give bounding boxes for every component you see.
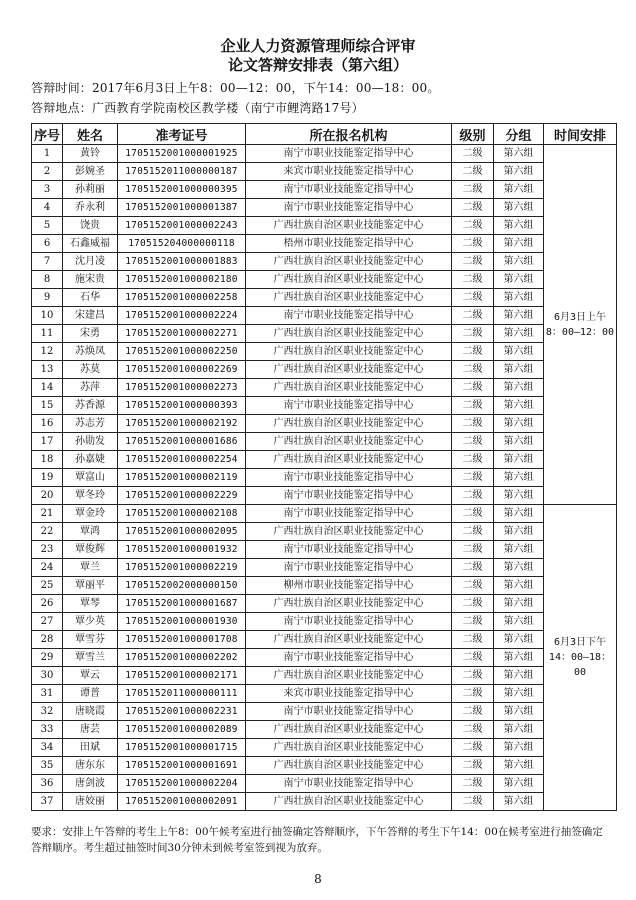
row-exam-id: 170515200100000192​5 — [118, 145, 246, 163]
row-seq: 10 — [32, 307, 63, 325]
row-name: 唐晓霞 — [63, 703, 118, 721]
row-group: 第六组 — [494, 757, 544, 775]
row-level: 二级 — [452, 235, 494, 253]
table-row — [32, 559, 617, 577]
row-group: 第六组 — [494, 613, 544, 631]
document-title: 企业人力资源管理师综合评审 — [220, 37, 416, 55]
row-name: 覃富山 — [63, 469, 118, 487]
row-group: 第六组 — [494, 253, 544, 271]
row-institution: 广西壮族自治区职业技能鉴定中心 — [246, 361, 452, 379]
row-exam-id: 1705152001000002091 — [118, 793, 246, 811]
row-seq: 13 — [32, 361, 63, 379]
row-seq: 28 — [32, 631, 63, 649]
requirements-note: 要求：安排上午答辩的考生上午8：00午候考室进行抽签确定答辩顺序，下午答辩的考生下午14：00在候考室进行抽签确定答辩顺序。考生超过抽签时间30分钟未到候考室签到视为放弃。 — [31, 826, 603, 854]
row-name: 覃云 — [63, 667, 118, 685]
row-exam-id: 1705152001000002108 — [118, 505, 246, 523]
row-group: 第六组 — [494, 703, 544, 721]
row-group: 第六组 — [494, 775, 544, 793]
table-row — [32, 793, 617, 811]
row-name: 覃鸿 — [63, 523, 118, 541]
row-level: 二级 — [452, 397, 494, 415]
table-row — [32, 523, 617, 541]
row-exam-id: 1705152001000001691 — [118, 757, 246, 775]
row-exam-id: 1705152001000002250 — [118, 343, 246, 361]
col-header-institution: 所在报名机构 — [246, 124, 452, 145]
document-subtitle: 论文答辩安排表（第六组） — [227, 56, 408, 74]
row-seq: 14 — [32, 379, 63, 397]
row-group: 第六组 — [494, 217, 544, 235]
row-name: 苏莫 — [63, 361, 118, 379]
table-row — [32, 433, 617, 451]
row-institution: 广西壮族自治区职业技能鉴定中心 — [246, 721, 452, 739]
row-institution: 南宁市职业技能鉴定指导中心 — [246, 775, 452, 793]
table-row — [32, 775, 617, 793]
row-level: 二级 — [452, 649, 494, 667]
table-row — [32, 667, 617, 685]
row-institution: 南宁市职业技能鉴定指导中心 — [246, 649, 452, 667]
row-name: 覃雪兰 — [63, 649, 118, 667]
row-name: 施宋贵 — [63, 271, 118, 289]
table-row — [32, 307, 617, 325]
row-level: 二级 — [452, 505, 494, 523]
row-group: 第六组 — [494, 145, 544, 163]
row-exam-id: 1705152001000002204 — [118, 775, 246, 793]
row-seq: 17 — [32, 433, 63, 451]
row-exam-id: 1705152001000002119 — [118, 469, 246, 487]
row-institution: 广西壮族自治区职业技能鉴定中心 — [246, 271, 452, 289]
row-group: 第六组 — [494, 235, 544, 253]
row-level: 二级 — [452, 325, 494, 343]
row-exam-id: 1705152001000002229 — [118, 487, 246, 505]
row-level: 二级 — [452, 541, 494, 559]
row-level: 二级 — [452, 703, 494, 721]
row-institution: 广西壮族自治区职业技能鉴定中心 — [246, 253, 452, 271]
row-seq: 26 — [32, 595, 63, 613]
row-name: 石华 — [63, 289, 118, 307]
row-seq: 34 — [32, 739, 63, 757]
row-group: 第六组 — [494, 739, 544, 757]
row-institution: 广西壮族自治区职业技能鉴定中心 — [246, 667, 452, 685]
row-seq: 29 — [32, 649, 63, 667]
row-exam-id: 1705152001000002171 — [118, 667, 246, 685]
row-seq: 1 — [32, 145, 63, 163]
row-institution: 广西壮族自治区职业技能鉴定中心 — [246, 379, 452, 397]
table-row — [32, 451, 617, 469]
table-row — [32, 379, 617, 397]
row-level: 二级 — [452, 685, 494, 703]
row-institution: 广西壮族自治区职业技能鉴定中心 — [246, 793, 452, 811]
row-institution: 广西壮族自治区职业技能鉴定中心 — [246, 595, 452, 613]
table-row — [32, 361, 617, 379]
row-group: 第六组 — [494, 631, 544, 649]
row-exam-id: 1705152001000001883 — [118, 253, 246, 271]
row-group: 第六组 — [494, 595, 544, 613]
row-institution: 南宁市职业技能鉴定指导中心 — [246, 613, 452, 631]
row-group: 第六组 — [494, 649, 544, 667]
row-seq: 20 — [32, 487, 63, 505]
row-group: 第六组 — [494, 523, 544, 541]
row-institution: 广西壮族自治区职业技能鉴定中心 — [246, 415, 452, 433]
row-seq: 2 — [32, 163, 63, 181]
table-row — [32, 253, 617, 271]
table-row — [32, 631, 617, 649]
row-group: 第六组 — [494, 415, 544, 433]
table-row — [32, 289, 617, 307]
table-row — [32, 217, 617, 235]
row-name: 覃俊辉 — [63, 541, 118, 559]
row-seq: 12 — [32, 343, 63, 361]
row-level: 二级 — [452, 145, 494, 163]
table-row — [32, 145, 617, 163]
table-row — [32, 343, 617, 361]
row-seq: 32 — [32, 703, 63, 721]
row-name: 石鑫威福 — [63, 235, 118, 253]
row-seq: 30 — [32, 667, 63, 685]
table-row — [32, 181, 617, 199]
row-name: 苏志芳 — [63, 415, 118, 433]
row-name: 田斌 — [63, 739, 118, 757]
table-row — [32, 613, 617, 631]
row-exam-id: 1705152001000002258 — [118, 289, 246, 307]
page-number: 8 — [314, 872, 322, 886]
row-level: 二级 — [452, 289, 494, 307]
row-seq: 27 — [32, 613, 63, 631]
row-exam-id: 1705152001000000393 — [118, 397, 246, 415]
row-institution: 南宁市职业技能鉴定指导中心 — [246, 541, 452, 559]
row-exam-id: 1705152001000002271 — [118, 325, 246, 343]
row-seq: 31 — [32, 685, 63, 703]
row-name: 孙莉丽 — [63, 181, 118, 199]
row-name: 乔永利 — [63, 199, 118, 217]
row-level: 二级 — [452, 343, 494, 361]
row-institution: 来宾市职业技能鉴定指导中心 — [246, 685, 452, 703]
row-name: 孙勋发 — [63, 433, 118, 451]
row-level: 二级 — [452, 433, 494, 451]
table-row — [32, 199, 617, 217]
row-level: 二级 — [452, 451, 494, 469]
row-seq: 3 — [32, 181, 63, 199]
row-institution: 梧州市职业技能鉴定指导中心 — [246, 235, 452, 253]
row-group: 第六组 — [494, 325, 544, 343]
table-row — [32, 415, 617, 433]
table-row — [32, 685, 617, 703]
row-seq: 9 — [32, 289, 63, 307]
row-level: 二级 — [452, 523, 494, 541]
row-exam-id: 1705152011000000187 — [118, 163, 246, 181]
row-level: 二级 — [452, 217, 494, 235]
row-exam-id: 170515204000000118 — [118, 235, 246, 253]
row-group: 第六组 — [494, 397, 544, 415]
afternoon-time-cell: 6月3日下午 14：00—18：00 — [544, 505, 617, 811]
row-exam-id: 1705152001000001932 — [118, 541, 246, 559]
row-group: 第六组 — [494, 505, 544, 523]
row-name: 宋建昌 — [63, 307, 118, 325]
row-name: 谭普 — [63, 685, 118, 703]
row-name: 覃丽平 — [63, 577, 118, 595]
row-seq: 11 — [32, 325, 63, 343]
row-group: 第六组 — [494, 793, 544, 811]
row-institution: 南宁市职业技能鉴定指导中心 — [246, 487, 452, 505]
row-level: 二级 — [452, 379, 494, 397]
table-row — [32, 271, 617, 289]
row-exam-id: 1705152001000001708 — [118, 631, 246, 649]
row-group: 第六组 — [494, 361, 544, 379]
row-group: 第六组 — [494, 487, 544, 505]
row-group: 第六组 — [494, 685, 544, 703]
row-name: 覃兰 — [63, 559, 118, 577]
row-level: 二级 — [452, 667, 494, 685]
row-level: 二级 — [452, 793, 494, 811]
table-row — [32, 235, 617, 253]
row-group: 第六组 — [494, 577, 544, 595]
row-level: 二级 — [452, 739, 494, 757]
row-name: 覃金玲 — [63, 505, 118, 523]
row-exam-id: 1705152001000001387 — [118, 199, 246, 217]
row-level: 二级 — [452, 181, 494, 199]
row-name: 唐东东 — [63, 757, 118, 775]
row-seq: 33 — [32, 721, 63, 739]
table-row — [32, 595, 617, 613]
row-exam-id: 1705152001000002224 — [118, 307, 246, 325]
row-seq: 16 — [32, 415, 63, 433]
table-row — [32, 703, 617, 721]
schedule-table — [31, 123, 617, 811]
row-group: 第六组 — [494, 163, 544, 181]
row-level: 二级 — [452, 307, 494, 325]
table-row — [32, 739, 617, 757]
row-name: 彭婉圣 — [63, 163, 118, 181]
row-name: 唐姣丽 — [63, 793, 118, 811]
table-row — [32, 163, 617, 181]
row-seq: 19 — [32, 469, 63, 487]
row-name: 孙嘉婕 — [63, 451, 118, 469]
table-row — [32, 505, 617, 523]
table-row — [32, 721, 617, 739]
table-row — [32, 757, 617, 775]
row-name: 唐剑波 — [63, 775, 118, 793]
row-exam-id: 1705152001000002095 — [118, 523, 246, 541]
row-exam-id: 1705152001000002273 — [118, 379, 246, 397]
row-exam-id: 1705152002000000150 — [118, 577, 246, 595]
row-exam-id: 1705152001000001715 — [118, 739, 246, 757]
col-header-level: 级别 — [452, 124, 494, 145]
row-institution: 南宁市职业技能鉴定指导中心 — [246, 469, 452, 487]
row-level: 二级 — [452, 271, 494, 289]
row-seq: 6 — [32, 235, 63, 253]
row-level: 二级 — [452, 361, 494, 379]
row-group: 第六组 — [494, 541, 544, 559]
table-row — [32, 397, 617, 415]
table-row — [32, 487, 617, 505]
row-level: 二级 — [452, 577, 494, 595]
row-seq: 37 — [32, 793, 63, 811]
row-institution: 广西壮族自治区职业技能鉴定中心 — [246, 523, 452, 541]
row-exam-id: 1705152001000002243 — [118, 217, 246, 235]
col-header-group: 分组 — [494, 124, 544, 145]
row-level: 二级 — [452, 775, 494, 793]
row-institution: 南宁市职业技能鉴定指导中心 — [246, 181, 452, 199]
row-group: 第六组 — [494, 469, 544, 487]
row-institution: 广西壮族自治区职业技能鉴定中心 — [246, 343, 452, 361]
table-row — [32, 577, 617, 595]
row-level: 二级 — [452, 253, 494, 271]
row-seq: 7 — [32, 253, 63, 271]
row-institution: 柳州市职业技能鉴定指导中心 — [246, 577, 452, 595]
row-exam-id: 1705152001000001930 — [118, 613, 246, 631]
row-exam-id: 1705152001000001687 — [118, 595, 246, 613]
row-seq: 8 — [32, 271, 63, 289]
row-exam-id: 1705152001000002231 — [118, 703, 246, 721]
row-level: 二级 — [452, 757, 494, 775]
row-exam-id: 1705152011000000111 — [118, 685, 246, 703]
row-level: 二级 — [452, 559, 494, 577]
defense-time-line: 答辩时间：2017年6月3日上午8：00—12：00，下午14：00—18：00。 — [31, 81, 440, 95]
row-institution: 广西壮族自治区职业技能鉴定中心 — [246, 451, 452, 469]
row-group: 第六组 — [494, 721, 544, 739]
table-row — [32, 541, 617, 559]
row-seq: 23 — [32, 541, 63, 559]
row-exam-id: 1705152001000002254 — [118, 451, 246, 469]
row-level: 二级 — [452, 487, 494, 505]
row-level: 二级 — [452, 199, 494, 217]
row-group: 第六组 — [494, 199, 544, 217]
row-level: 二级 — [452, 613, 494, 631]
row-name: 黄铃 — [63, 145, 118, 163]
row-level: 二级 — [452, 631, 494, 649]
row-exam-id: 1705152001000002202 — [118, 649, 246, 667]
row-level: 二级 — [452, 415, 494, 433]
row-seq: 18 — [32, 451, 63, 469]
row-name: 覃冬玲 — [63, 487, 118, 505]
defense-place-line: 答辩地点：广西教育学院南校区教学楼（南宁市鲤湾路17号） — [31, 101, 364, 115]
row-name: 苏香源 — [63, 397, 118, 415]
row-institution: 广西壮族自治区职业技能鉴定中心 — [246, 289, 452, 307]
row-seq: 21 — [32, 505, 63, 523]
row-level: 二级 — [452, 721, 494, 739]
row-name: 唐芸 — [63, 721, 118, 739]
col-header-time: 时间安排 — [544, 124, 617, 145]
row-name: 宋勇 — [63, 325, 118, 343]
row-institution: 南宁市职业技能鉴定指导中心 — [246, 559, 452, 577]
row-level: 二级 — [452, 469, 494, 487]
row-name: 苏萍 — [63, 379, 118, 397]
row-name: 覃雪芬 — [63, 631, 118, 649]
row-institution: 广西壮族自治区职业技能鉴定中心 — [246, 325, 452, 343]
row-institution: 南宁市职业技能鉴定指导中心 — [246, 397, 452, 415]
table-header-row — [32, 124, 617, 145]
row-institution: 南宁市职业技能鉴定指导中心 — [246, 145, 452, 163]
row-institution: 南宁市职业技能鉴定指导中心 — [246, 199, 452, 217]
row-group: 第六组 — [494, 289, 544, 307]
row-exam-id: 1705152001000001686 — [118, 433, 246, 451]
row-institution: 南宁市职业技能鉴定指导中心 — [246, 703, 452, 721]
row-group: 第六组 — [494, 181, 544, 199]
row-seq: 15 — [32, 397, 63, 415]
row-exam-id: 1705152001000002192 — [118, 415, 246, 433]
row-name: 苏焕凤 — [63, 343, 118, 361]
col-header-seq: 序号 — [32, 124, 63, 145]
row-exam-id: 1705152001000002089 — [118, 721, 246, 739]
row-group: 第六组 — [494, 433, 544, 451]
row-group: 第六组 — [494, 379, 544, 397]
row-group: 第六组 — [494, 343, 544, 361]
table-body — [32, 145, 617, 811]
row-institution: 来宾市职业技能鉴定指导中心 — [246, 163, 452, 181]
row-group: 第六组 — [494, 271, 544, 289]
row-exam-id: 1705152001000002269 — [118, 361, 246, 379]
row-name: 饶贵 — [63, 217, 118, 235]
row-institution: 南宁市职业技能鉴定指导中心 — [246, 505, 452, 523]
row-level: 二级 — [452, 163, 494, 181]
row-name: 覃琴 — [63, 595, 118, 613]
table-row — [32, 469, 617, 487]
row-exam-id: 1705152001000000395 — [118, 181, 246, 199]
row-group: 第六组 — [494, 307, 544, 325]
table-row — [32, 649, 617, 667]
row-institution: 广西壮族自治区职业技能鉴定中心 — [246, 217, 452, 235]
row-institution: 广西壮族自治区职业技能鉴定中心 — [246, 739, 452, 757]
col-header-name: 姓名 — [63, 124, 118, 145]
row-institution: 广西壮族自治区职业技能鉴定中心 — [246, 631, 452, 649]
row-exam-id: 1705152001000002219 — [118, 559, 246, 577]
row-seq: 24 — [32, 559, 63, 577]
row-seq: 25 — [32, 577, 63, 595]
row-seq: 36 — [32, 775, 63, 793]
table-row — [32, 325, 617, 343]
row-seq: 35 — [32, 757, 63, 775]
row-group: 第六组 — [494, 559, 544, 577]
col-header-exam-id: 准考证号 — [118, 124, 246, 145]
row-seq: 22 — [32, 523, 63, 541]
morning-time-cell: 6月3日上午 8：00—12：00 — [544, 145, 617, 505]
row-institution: 南宁市职业技能鉴定指导中心 — [246, 307, 452, 325]
row-seq: 5 — [32, 217, 63, 235]
row-exam-id: 1705152001000002180 — [118, 271, 246, 289]
row-seq: 4 — [32, 199, 63, 217]
row-level: 二级 — [452, 595, 494, 613]
row-institution: 广西壮族自治区职业技能鉴定中心 — [246, 433, 452, 451]
row-institution: 广西壮族自治区职业技能鉴定中心 — [246, 757, 452, 775]
row-group: 第六组 — [494, 667, 544, 685]
row-name: 覃少英 — [63, 613, 118, 631]
row-group: 第六组 — [494, 451, 544, 469]
row-name: 沈月凌 — [63, 253, 118, 271]
